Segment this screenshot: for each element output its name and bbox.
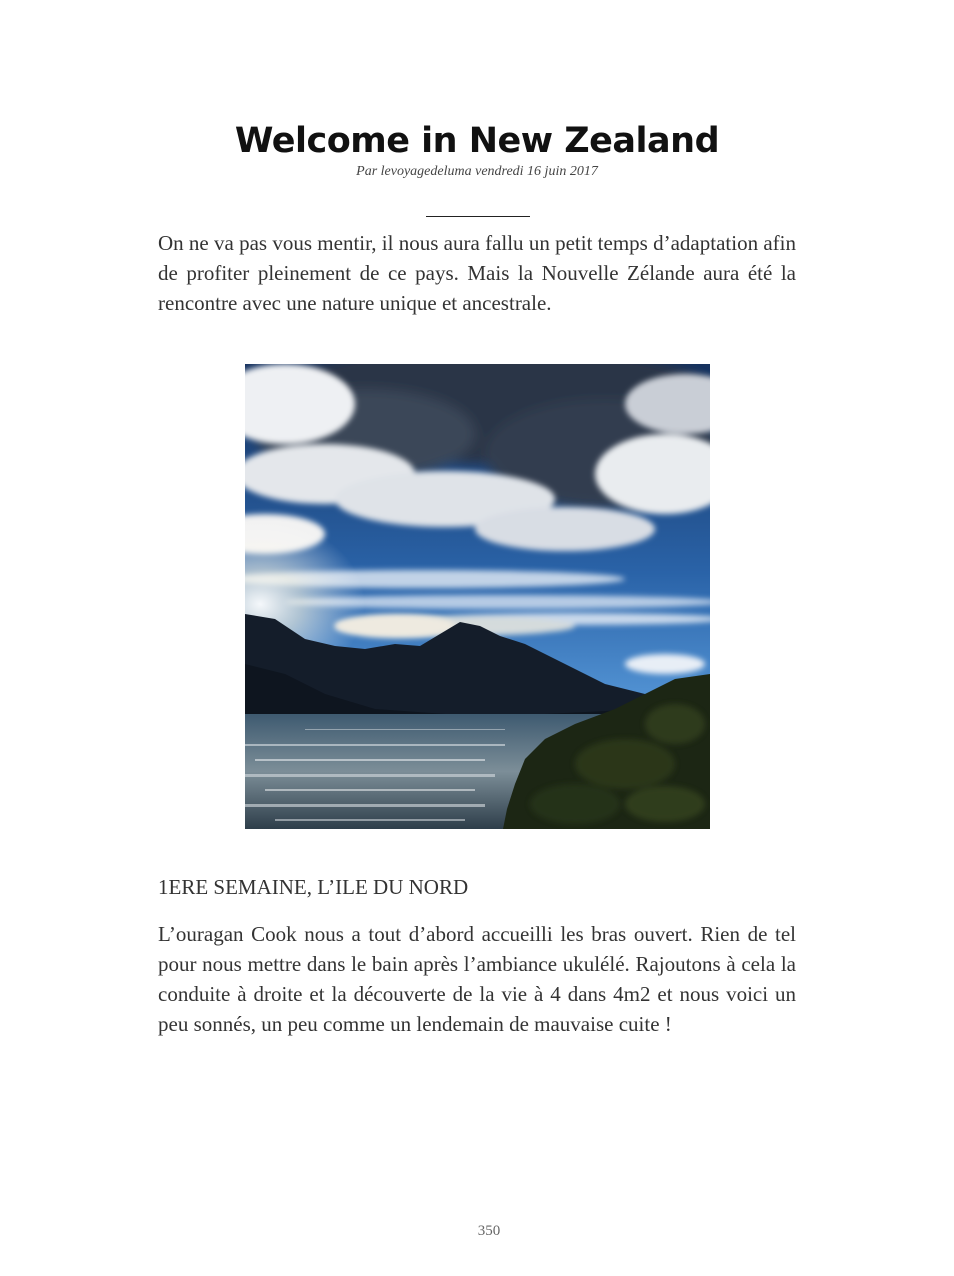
article-byline: Par levoyagedeluma vendredi 16 juin 2017 <box>356 164 598 179</box>
landscape-photo <box>245 364 710 829</box>
intro-paragraph: On ne va pas vous mentir, il nous aura fallu un petit temps d’adaptation afin de profiter pleinement de ce pays. Mais la Nouvelle Zélande aura été la rencontre avec une nature unique et ancestrale. <box>158 231 796 315</box>
section-heading: 1ERE SEMAINE, L’ILE DU NORD <box>158 875 469 899</box>
section-paragraph: L’ouragan Cook nous a tout d’abord accueilli les bras ouvert. Rien de tel pour nous mettre dans le bain après l’ambiance ukulélé. Rajoutons à cela la conduite à droite et la découverte de la vie à 4 dans 4m2 et nous voici un peu sonnés, un peu comme un lendemain de mauvaise cuite ! <box>158 922 796 1036</box>
article-title: Welcome in New Zealand <box>234 121 720 161</box>
title-separator <box>426 216 530 217</box>
page-number: 350 <box>477 1223 501 1239</box>
